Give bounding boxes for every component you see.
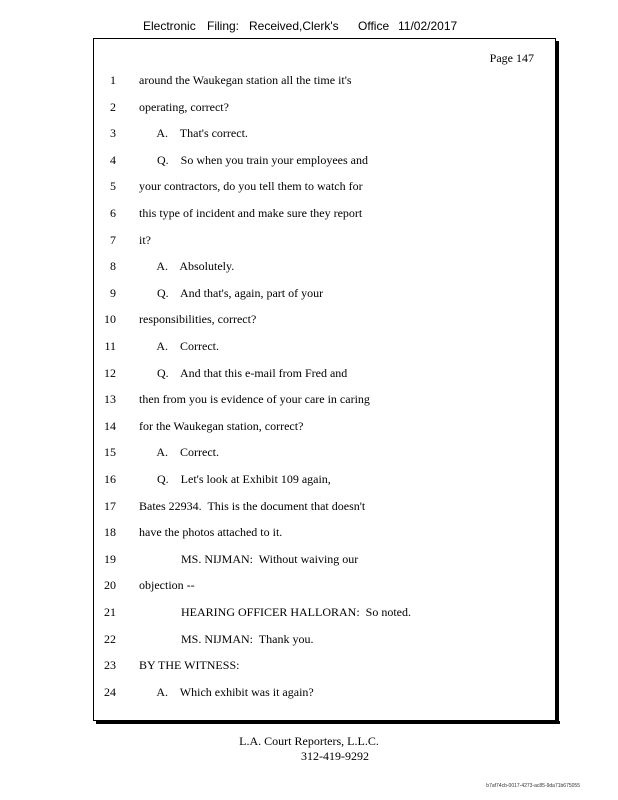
transcript-page-frame: [93, 38, 556, 721]
transcript-line: [94, 499, 554, 517]
line-number: 23: [104, 658, 116, 673]
header-word-office: Office: [358, 19, 390, 33]
line-number: 15: [104, 445, 116, 460]
transcript-line: [94, 286, 554, 304]
transcript-line: [94, 100, 554, 118]
transcript-line: [94, 366, 554, 384]
line-number: 20: [104, 578, 116, 593]
transcript-line: [94, 685, 554, 703]
transcript-line: [94, 259, 554, 277]
transcript-line: [94, 126, 554, 144]
line-number: 21: [104, 605, 116, 619]
transcript-line: [94, 445, 554, 463]
line-number: 18: [104, 525, 116, 540]
transcript-line: [94, 632, 554, 650]
line-number: 6: [110, 206, 116, 220]
line-text: Bates 22934. This is the document that doesn't: [139, 498, 366, 513]
line-text: then from you is evidence of your care in caring: [139, 392, 370, 407]
line-number: 16: [104, 472, 116, 486]
line-text: BY THE WITNESS:: [139, 658, 240, 673]
header-word-filing: Filing:: [207, 19, 240, 33]
transcript-line: [94, 472, 554, 490]
page-number: Page 147: [489, 51, 534, 65]
line-number: 5: [110, 179, 116, 194]
line-text: HEARING OFFICER HALLORAN: So noted.: [139, 605, 412, 619]
line-text: A. Correct.: [139, 339, 219, 353]
line-number: 11: [104, 339, 116, 353]
line-number: 4: [110, 152, 116, 167]
line-number: 13: [104, 392, 116, 407]
line-text: A. Which exhibit was it again?: [139, 684, 314, 699]
line-number: 24: [104, 684, 116, 699]
transcript-line: [94, 552, 554, 570]
line-text: A. That's correct.: [139, 126, 248, 141]
line-text: it?: [139, 232, 151, 247]
header-date: 11/02/2017: [398, 19, 458, 33]
line-text: Q. And that's, again, part of your: [139, 285, 324, 300]
line-number: 22: [104, 631, 116, 646]
line-number: 19: [104, 551, 116, 566]
footer-company: L.A. Court Reporters, L.L.C.: [239, 734, 379, 748]
transcript-line: [94, 419, 554, 437]
line-text: objection --: [139, 578, 195, 593]
line-text: Q. And that this e-mail from Fred and: [139, 365, 348, 380]
line-text: Q. So when you train your employees and: [139, 152, 368, 167]
header-word-received-clerks: Received,Clerk's: [249, 19, 339, 33]
line-text: responsibilities, correct?: [139, 312, 257, 327]
transcript-line: [94, 233, 554, 251]
line-text: MS. NIJMAN: Without waiving our: [139, 551, 359, 566]
line-text: A. Absolutely.: [139, 259, 235, 274]
line-number: 3: [110, 126, 116, 141]
line-number: 7: [110, 232, 116, 247]
line-text: for the Waukegan station, correct?: [139, 418, 304, 433]
line-text: around the Waukegan station all the time it's: [139, 73, 352, 87]
line-number: 12: [104, 365, 116, 380]
line-text: Q. Let's look at Exhibit 109 again,: [139, 472, 331, 486]
transcript-line: [94, 605, 554, 623]
transcript-line: [94, 206, 554, 224]
line-text: operating, correct?: [139, 99, 229, 114]
transcript-line: [94, 73, 554, 91]
footer-phone: 312-419-9292: [301, 749, 369, 763]
transcript-line: [94, 153, 554, 171]
transcript-line: [94, 179, 554, 197]
line-text: MS. NIJMAN: Thank you.: [139, 631, 314, 646]
line-number: 1: [110, 73, 116, 87]
line-number: 14: [104, 418, 116, 433]
transcript-line: [94, 578, 554, 596]
transcript-line: [94, 339, 554, 357]
line-number: 9: [110, 285, 116, 300]
line-text: this type of incident and make sure they report: [139, 206, 363, 220]
line-text: A. Correct.: [139, 445, 219, 460]
transcript-line: [94, 658, 554, 676]
transcript-line: [94, 392, 554, 410]
transcript-line: [94, 312, 554, 330]
document-id: b7af74cb-0017-4273-ac85-9da71b675055: [486, 783, 580, 789]
line-number: 17: [104, 498, 116, 513]
header-word-electronic: Electronic: [143, 19, 196, 33]
filing-header: [0, 19, 618, 37]
line-number: 10: [104, 312, 116, 327]
line-text: your contractors, do you tell them to watch for: [139, 179, 363, 194]
line-number: 8: [110, 259, 116, 274]
line-number: 2: [110, 99, 116, 114]
line-text: have the photos attached to it.: [139, 525, 283, 540]
transcript-line: [94, 525, 554, 543]
